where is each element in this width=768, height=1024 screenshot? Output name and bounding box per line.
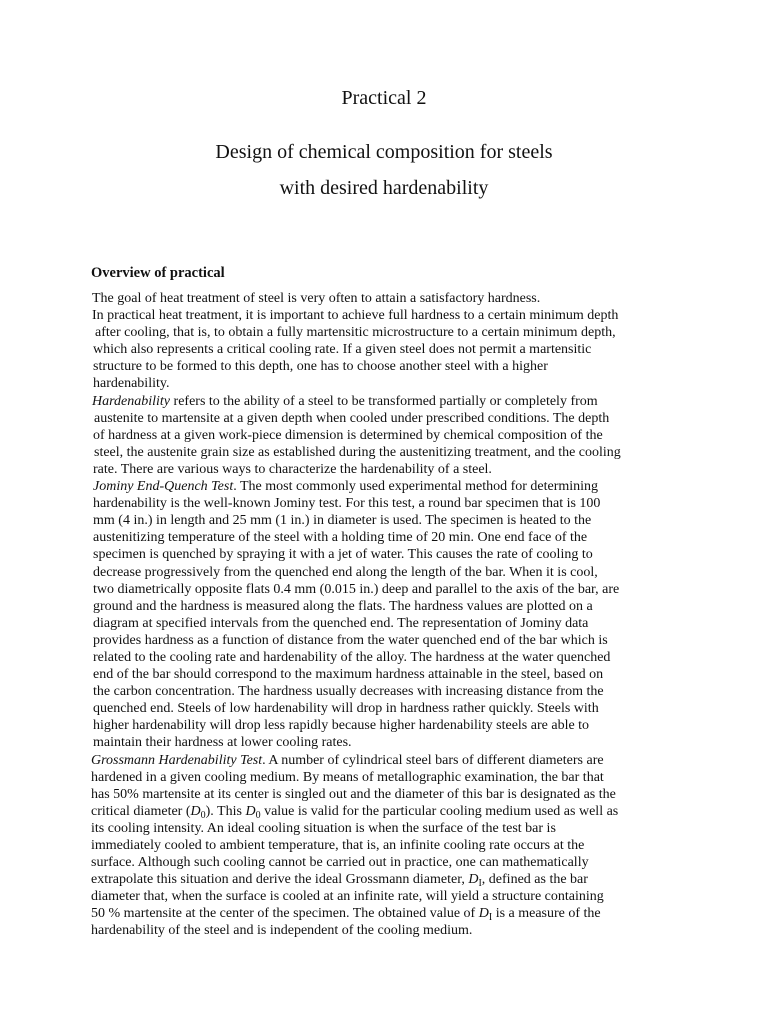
text-line: surface. Although such cooling cannot be carried out in practice, one can mathematically — [91, 855, 589, 871]
text-line: end of the bar should correspond to the maximum hardness attainable in the steel, based on — [93, 667, 604, 683]
text-line: of hardness at a given work-piece dimension is determined by chemical composition of the — [93, 427, 603, 443]
page-title-line-2: with desired hardenability — [279, 177, 489, 199]
practical-number-title: Practical 2 — [341, 87, 427, 109]
body-text — [0, 290, 768, 940]
text-line: two diametrically opposite flats 0.4 mm (0.015 in.) deep and parallel to the axis of the bar, are — [93, 581, 620, 597]
text-line: hardenability. — [93, 376, 170, 392]
text-line: In practical heat treatment, it is important to achieve full hardness to a certain minimum depth — [92, 308, 619, 324]
text-line: maintain their hardness at lower cooling rates. — [93, 735, 352, 751]
text-line: has 50% martensite at its center is singled out and the diameter of this bar is designated as the — [91, 786, 616, 802]
text-line: diameter that, when the surface is cooled at an infinite rate, will yield a structure containing — [91, 889, 604, 905]
text-line: Hardenability refers to the ability of a steel to be transformed partially or completely from — [92, 393, 598, 409]
text-line: which also represents a critical cooling rate. If a given steel does not permit a martensitic — [93, 342, 592, 358]
text-line: extrapolate this situation and derive the ideal Grossmann diameter, $D_I$, defined as the bar — [91, 872, 588, 890]
text-line: austenitizing temperature of the steel with a holding time of 20 min. One end face of the — [93, 530, 588, 546]
section-heading: Overview of practical — [91, 265, 225, 281]
text-line: quenched end. Steels of low hardenability will drop in hardness rather quickly. Steels with — [93, 701, 599, 717]
text-line: immediately cooled to ambient temperature, that is, an infinite cooling rate occurs at the — [91, 838, 585, 853]
text-line: ground and the hardness is measured along the flats. The hardness values are plotted on a — [93, 598, 593, 614]
text-line: hardenability is the well-known Jominy test. For this test, a round bar specimen that is 100 — [93, 496, 601, 512]
text-line: mm (4 in.) in length and 25 mm (1 in.) in diameter is used. The specimen is heated to the — [93, 513, 592, 529]
text-line: higher hardenability will drop less rapidly because higher hardenability steels are able to — [93, 718, 590, 734]
text-line: 50 % martensite at the center of the specimen. The obtained value of $D_I$ is a measure of the — [91, 906, 601, 924]
text-line: rate. There are various ways to characterize the hardenability of a steel. — [93, 461, 492, 477]
text-line: structure to be formed to this depth, one has to choose another steel with a higher — [93, 359, 548, 375]
term-hardenability: Hardenability — [92, 393, 171, 409]
text-line: Grossmann Hardenability Test. A number of cylindrical steel bars of different diameters are — [91, 752, 604, 768]
text-line: the carbon concentration. The hardness usually decreases with increasing distance from the — [93, 684, 604, 700]
term-grossmann-test: Grossmann Hardenability Test — [91, 752, 263, 768]
page-title-line-1: Design of chemical composition for steels — [215, 141, 553, 163]
term-jominy-test: Jominy End-Quench Test — [93, 479, 234, 495]
text-line: The goal of heat treatment of steel is very often to attain a satisfactory hardness. — [92, 291, 541, 306]
text-line: related to the cooling rate and hardenability of the alloy. The hardness at the water quenched — [93, 649, 611, 665]
text-line: provides hardness as a function of distance from the water quenched end of the bar which is — [93, 632, 608, 648]
text-line: diagram at specified intervals from the quenched end. The representation of Jominy data — [93, 615, 589, 631]
text-line: specimen is quenched by spraying it with a jet of water. This causes the rate of cooling to — [93, 547, 593, 563]
text-line: hardenability of the steel and is independent of the cooling medium. — [91, 923, 473, 939]
text-line: its cooling intensity. An ideal cooling situation is when the surface of the test bar is — [91, 820, 556, 836]
text-line: after cooling, that is, to obtain a fully martensitic microstructure to a certain minimum depth, — [95, 325, 616, 341]
text-line: Jominy End-Quench Test. The most commonly used experimental method for determining — [93, 479, 599, 495]
text-line: hardened in a given cooling medium. By means of metallographic examination, the bar that — [91, 769, 604, 785]
text-line: austenite to martensite at a given depth when cooled under prescribed conditions. The depth — [94, 410, 610, 426]
text-line: critical diameter $(D_0)$. This $D_0$ value is valid for the particular cooling medium used as well as — [91, 803, 619, 821]
text-line: decrease progressively from the quenched end along the length of the bar. When it is cool, — [93, 564, 598, 580]
text-line: steel, the austenite grain size as established during the austenitizing treatment, and the cooling — [94, 444, 621, 460]
